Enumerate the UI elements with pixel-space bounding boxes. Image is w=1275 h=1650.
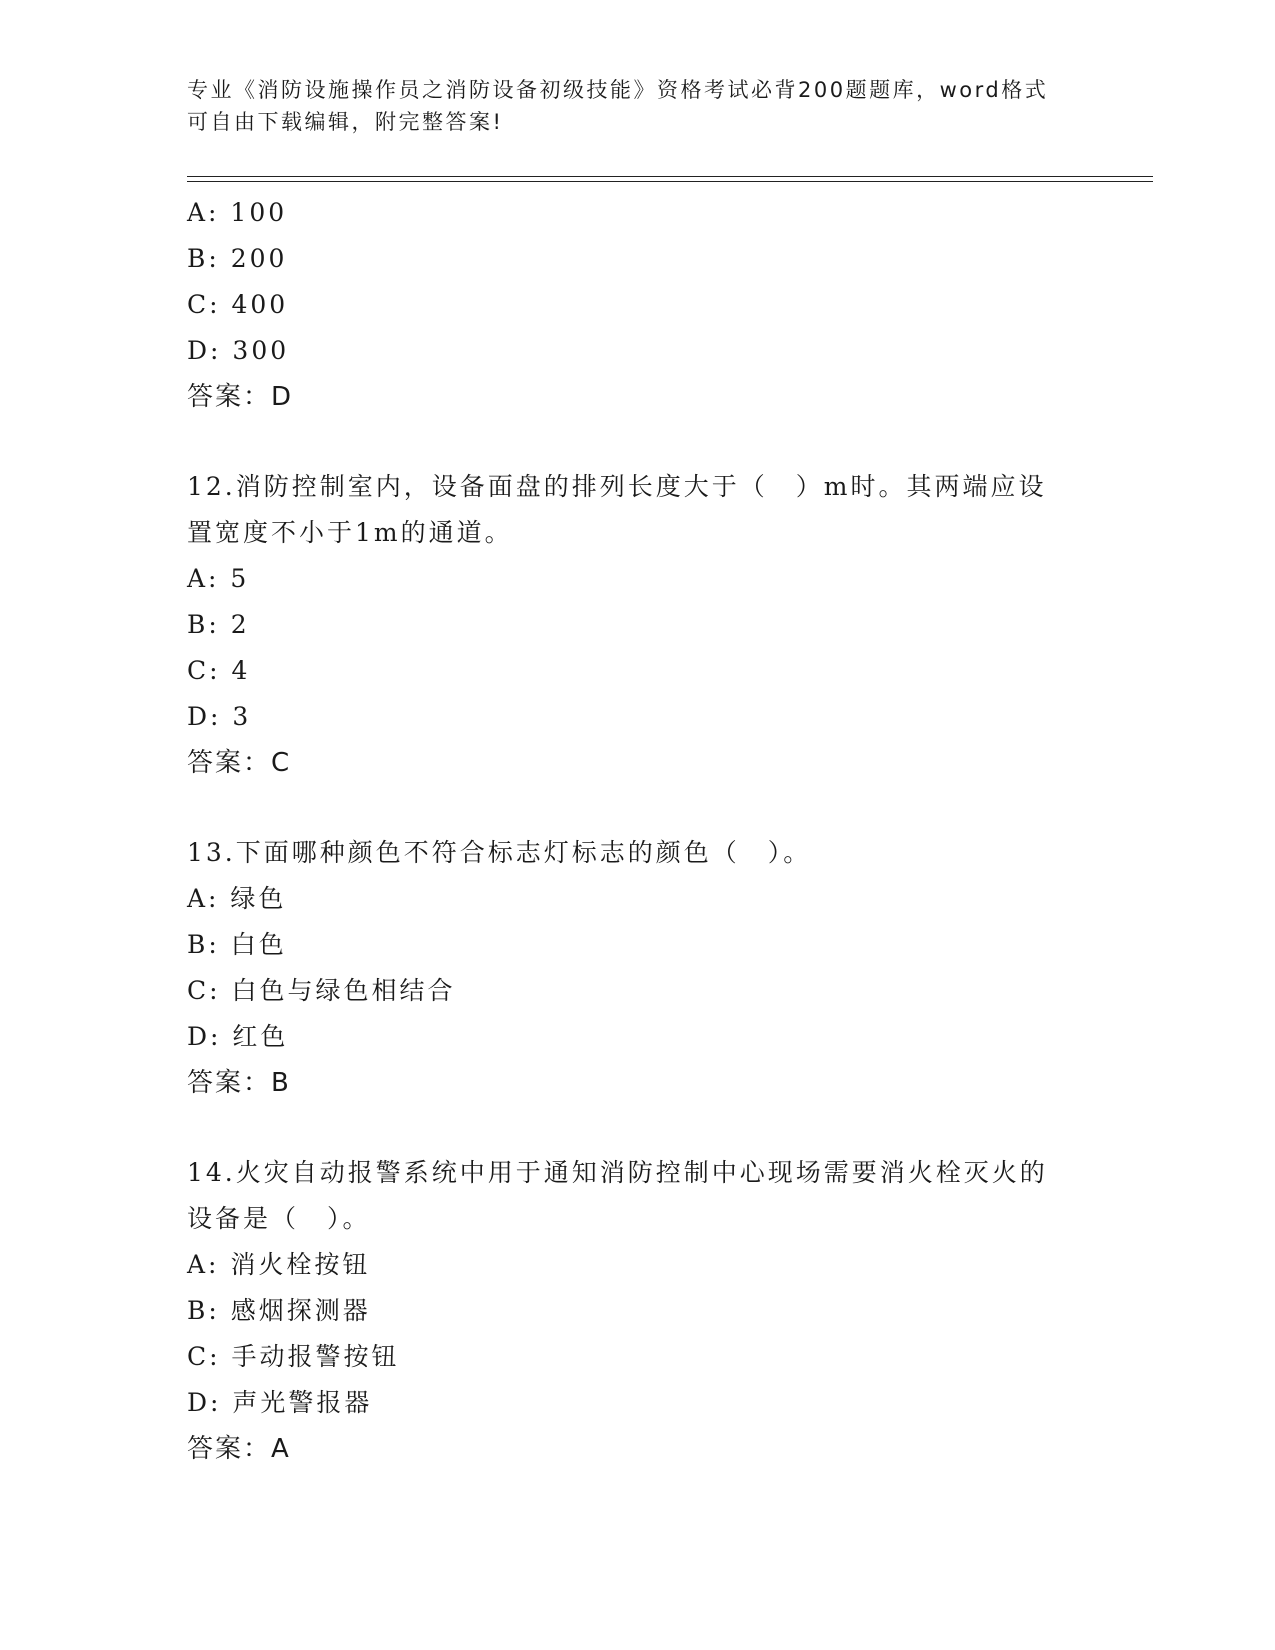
answer-value: B (271, 1068, 291, 1098)
option-c: C: 4 (187, 656, 251, 685)
option-b: B: 200 (187, 244, 288, 273)
answer-value: D (271, 382, 294, 412)
header-divider-bottom (187, 181, 1153, 182)
option-b: B: 感烟探测器 (187, 1296, 371, 1325)
option-b: B: 2 (187, 610, 250, 639)
option-c: C: 400 (187, 290, 289, 319)
option-a: A: 5 (187, 564, 250, 593)
question-block (187, 190, 1087, 420)
question-block (187, 1150, 1087, 1472)
answer-value: C (271, 748, 292, 778)
question-block (187, 464, 1087, 786)
answer-label: 答案： (187, 1068, 272, 1098)
question-list (187, 190, 1087, 1472)
answer-line (187, 740, 1087, 786)
answer-label: 答案： (187, 382, 272, 412)
question-stem: 13.下面哪种颜色不符合标志灯标志的颜色（ ）。 (187, 838, 812, 867)
option-d: D: 300 (187, 336, 290, 365)
option-d: D: 声光警报器 (187, 1388, 373, 1417)
answer-line (187, 1426, 1087, 1472)
header-divider-top (187, 176, 1153, 177)
question-block (187, 830, 1087, 1106)
option-a: A: 绿色 (187, 884, 287, 913)
option-b: B: 白色 (187, 930, 287, 959)
option-c: C: 白色与绿色相结合 (187, 976, 456, 1005)
question-stem: 14.火灾自动报警系统中用于通知消防控制中心现场需要消火栓灭火的设备是（ ）。 (187, 1158, 1048, 1233)
document-header: 专业《消防设施操作员之消防设备初级技能》资格考试必背200题题库，word格式可自由下载编辑，附完整答案! (187, 78, 1049, 134)
option-d: D: 红色 (187, 1022, 289, 1051)
answer-value: A (271, 1434, 291, 1464)
option-c: C: 手动报警按钮 (187, 1342, 400, 1371)
option-a: A: 消火栓按钮 (187, 1250, 371, 1279)
option-d: D: 3 (187, 702, 252, 731)
answer-line (187, 1060, 1087, 1106)
answer-label: 答案： (187, 1434, 272, 1464)
option-a: A: 100 (187, 198, 288, 227)
question-stem: 12.消防控制室内，设备面盘的排列长度大于（ ）m时。其两端应设置宽度不小于1m的通道。 (187, 472, 1047, 547)
answer-label: 答案： (187, 748, 272, 778)
answer-line (187, 374, 1087, 420)
